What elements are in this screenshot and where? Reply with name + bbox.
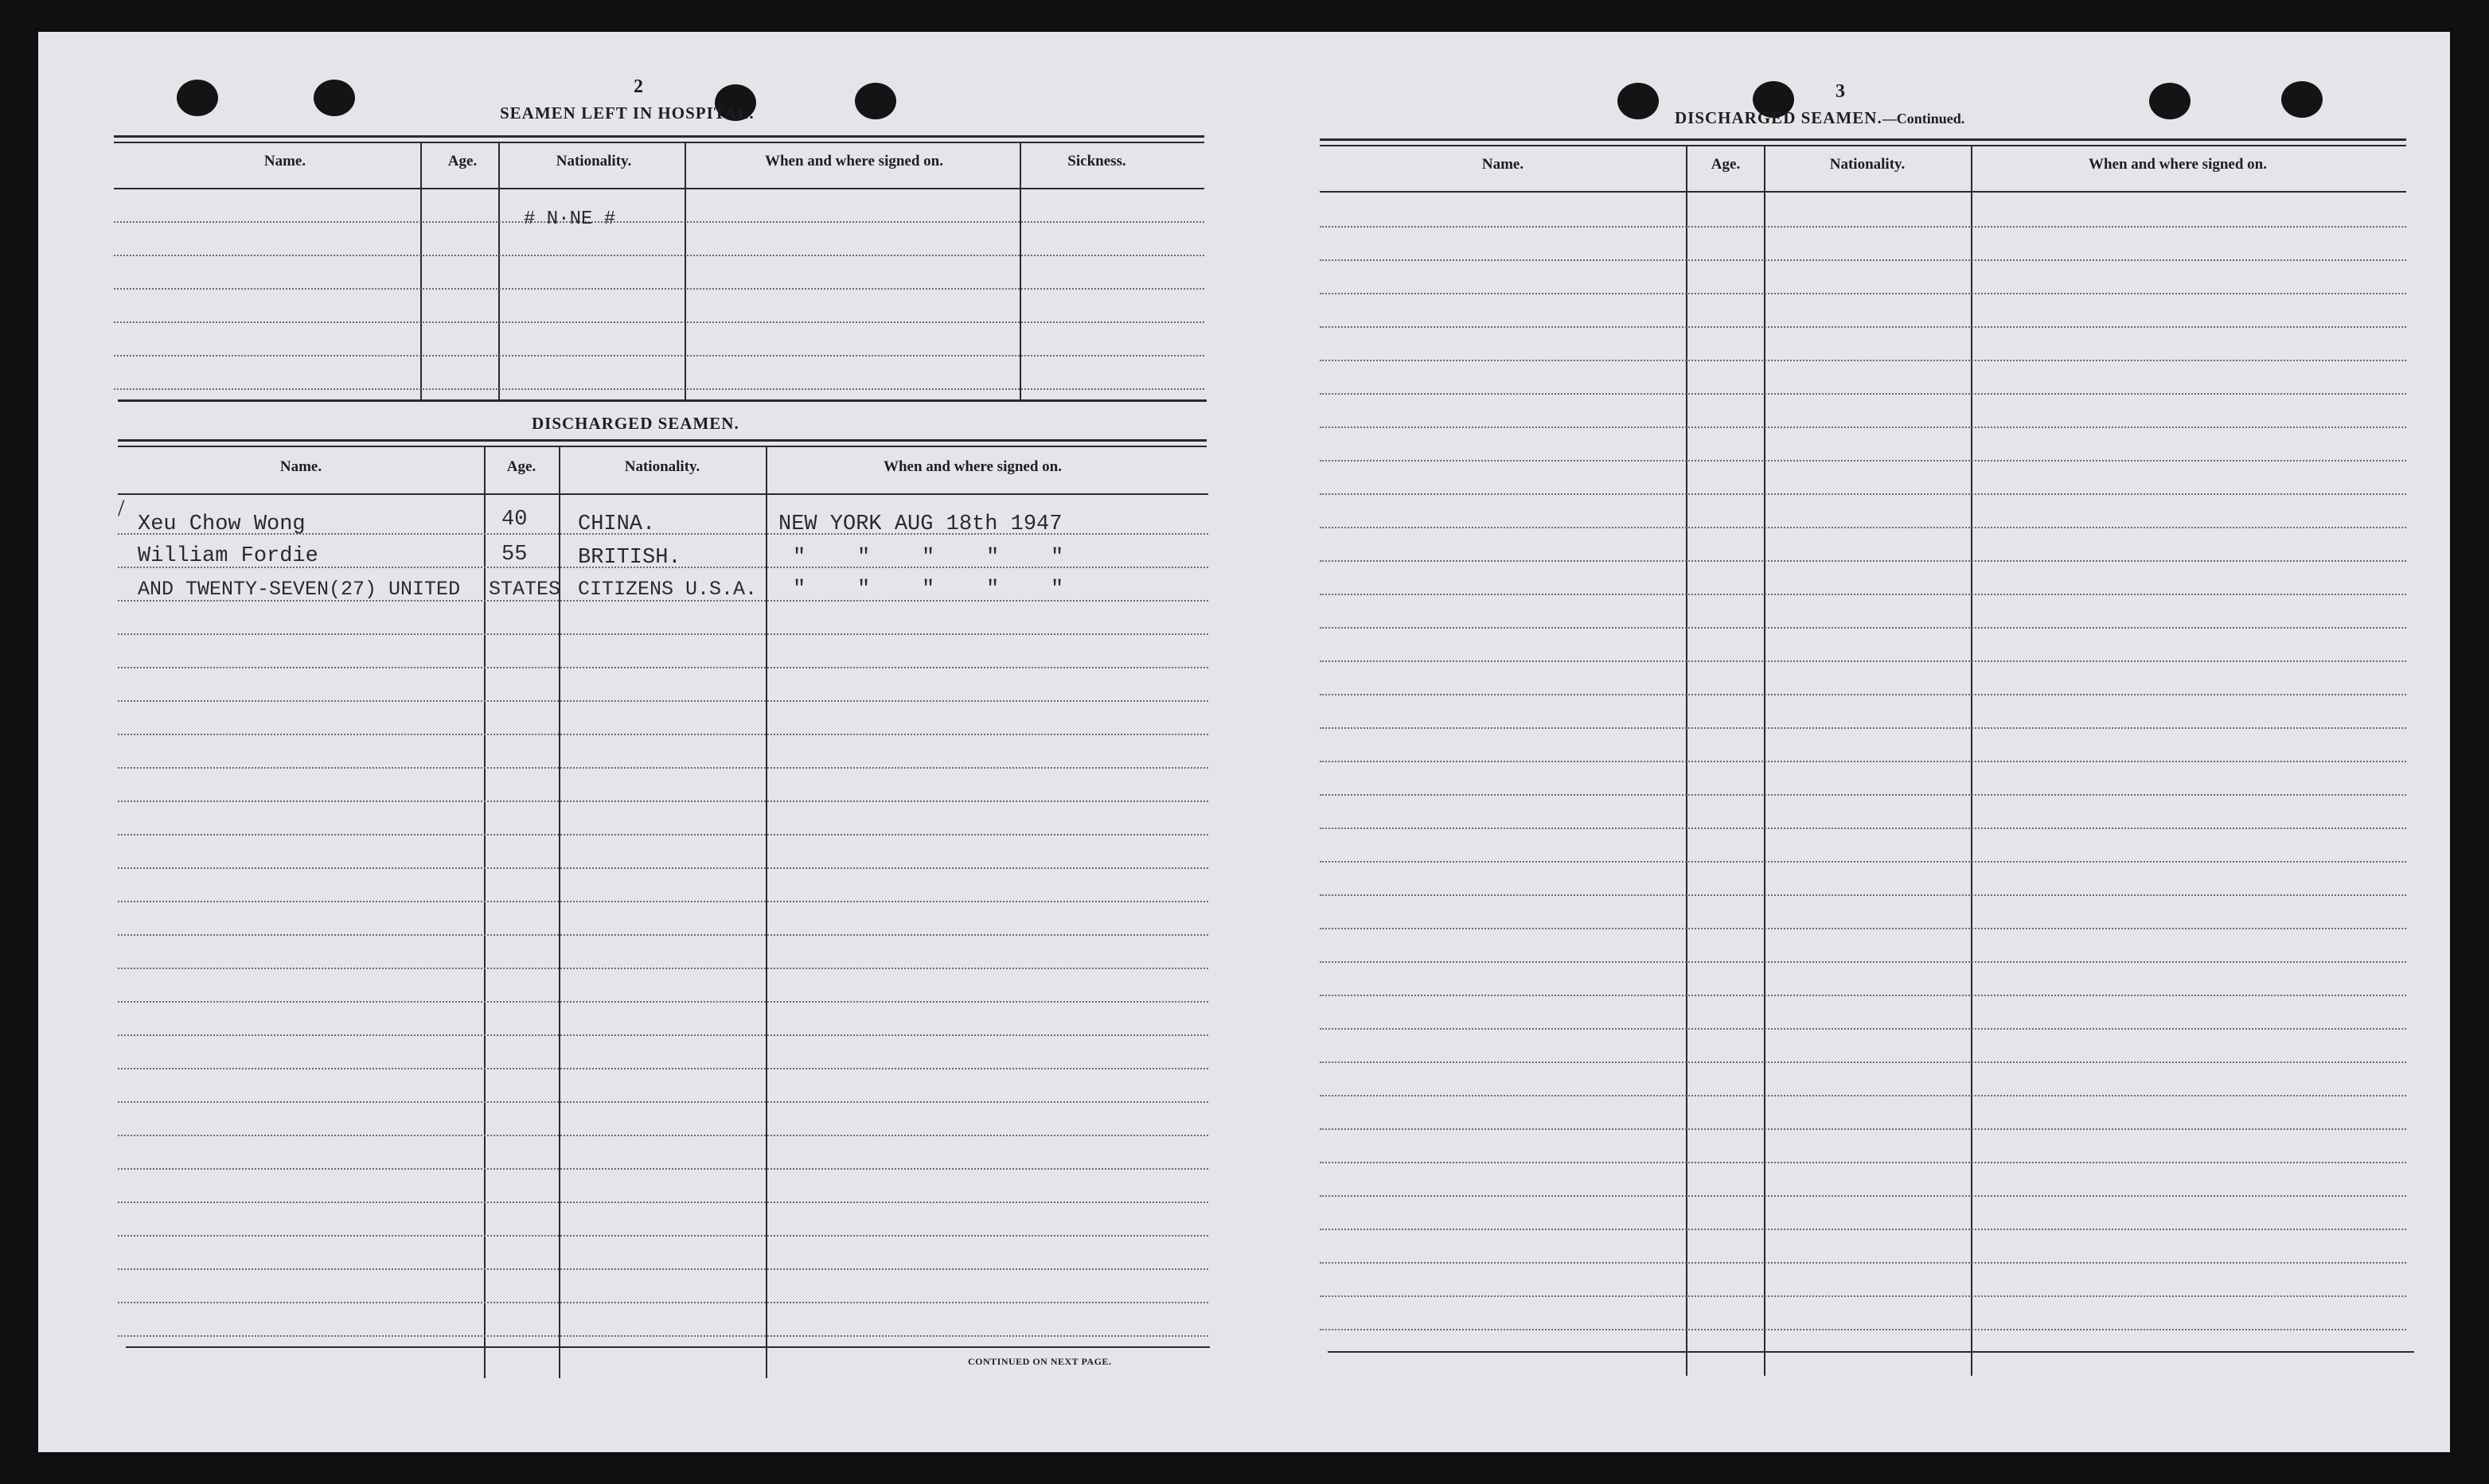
col-header-nationality: Nationality. (556, 153, 632, 169)
col-header-signed-on: When and where signed on. (883, 458, 1062, 475)
discharged-section-title: DISCHARGED SEAMEN. (532, 414, 739, 433)
table-cell-signed-on: " " " " " (793, 546, 1064, 570)
hospital-none-entry: # N·NE # (524, 208, 616, 230)
discharged-rows-left (118, 32, 1208, 1452)
col-header-sickness: Sickness. (1067, 153, 1126, 169)
tick-mark: / (118, 495, 125, 521)
table-cell-signed-on: " " " " " (793, 578, 1064, 602)
col-header-name: Name. (263, 153, 306, 169)
table-cell-signed-on: NEW YORK AUG 18th 1947 (778, 512, 1063, 536)
right-title-text: DISCHARGED SEAMEN. (1675, 108, 1882, 127)
col-header-age: Age. (506, 458, 536, 475)
col-header-signed-on: When and where signed on. (2088, 156, 2267, 173)
table-cell-name: William Fordie (138, 544, 318, 568)
hospital-section-title: SEAMEN LEFT IN HOSPITAL. (500, 103, 755, 123)
bottom-rule (126, 1346, 1210, 1348)
table-cell-name: AND TWENTY-SEVEN(27) UNITED (138, 578, 461, 601)
col-header-age: Age. (447, 153, 478, 169)
col-header-nationality: Nationality. (624, 458, 700, 475)
table-cell-nationality: BRITISH. (578, 546, 681, 570)
continued-note: CONTINUED ON NEXT PAGE. (968, 1356, 1112, 1367)
bottom-rule (1328, 1351, 2414, 1353)
page-number-left: 2 (634, 76, 643, 97)
page-number-right: 3 (1836, 81, 1845, 102)
col-header-signed-on: When and where signed on. (764, 153, 943, 169)
table-cell-age: 55 (501, 543, 528, 567)
table-cell-nationality: CITIZENS U.S.A. (578, 578, 758, 601)
col-header-name: Name. (279, 458, 322, 475)
table-cell-age: 40 (501, 508, 528, 532)
document-sheet (38, 32, 2450, 1452)
table-cell-nationality: CHINA. (578, 512, 656, 536)
table-cell-age: STATES (489, 578, 561, 601)
table-cell-name: Xeu Chow Wong (138, 512, 306, 536)
col-header-name: Name. (1481, 156, 1524, 173)
col-header-age: Age. (1711, 156, 1741, 173)
right-title-suffix: —Continued. (1882, 111, 1965, 127)
col-header-nationality: Nationality. (1829, 156, 1906, 173)
discharged-rows-right (1320, 32, 2406, 1452)
